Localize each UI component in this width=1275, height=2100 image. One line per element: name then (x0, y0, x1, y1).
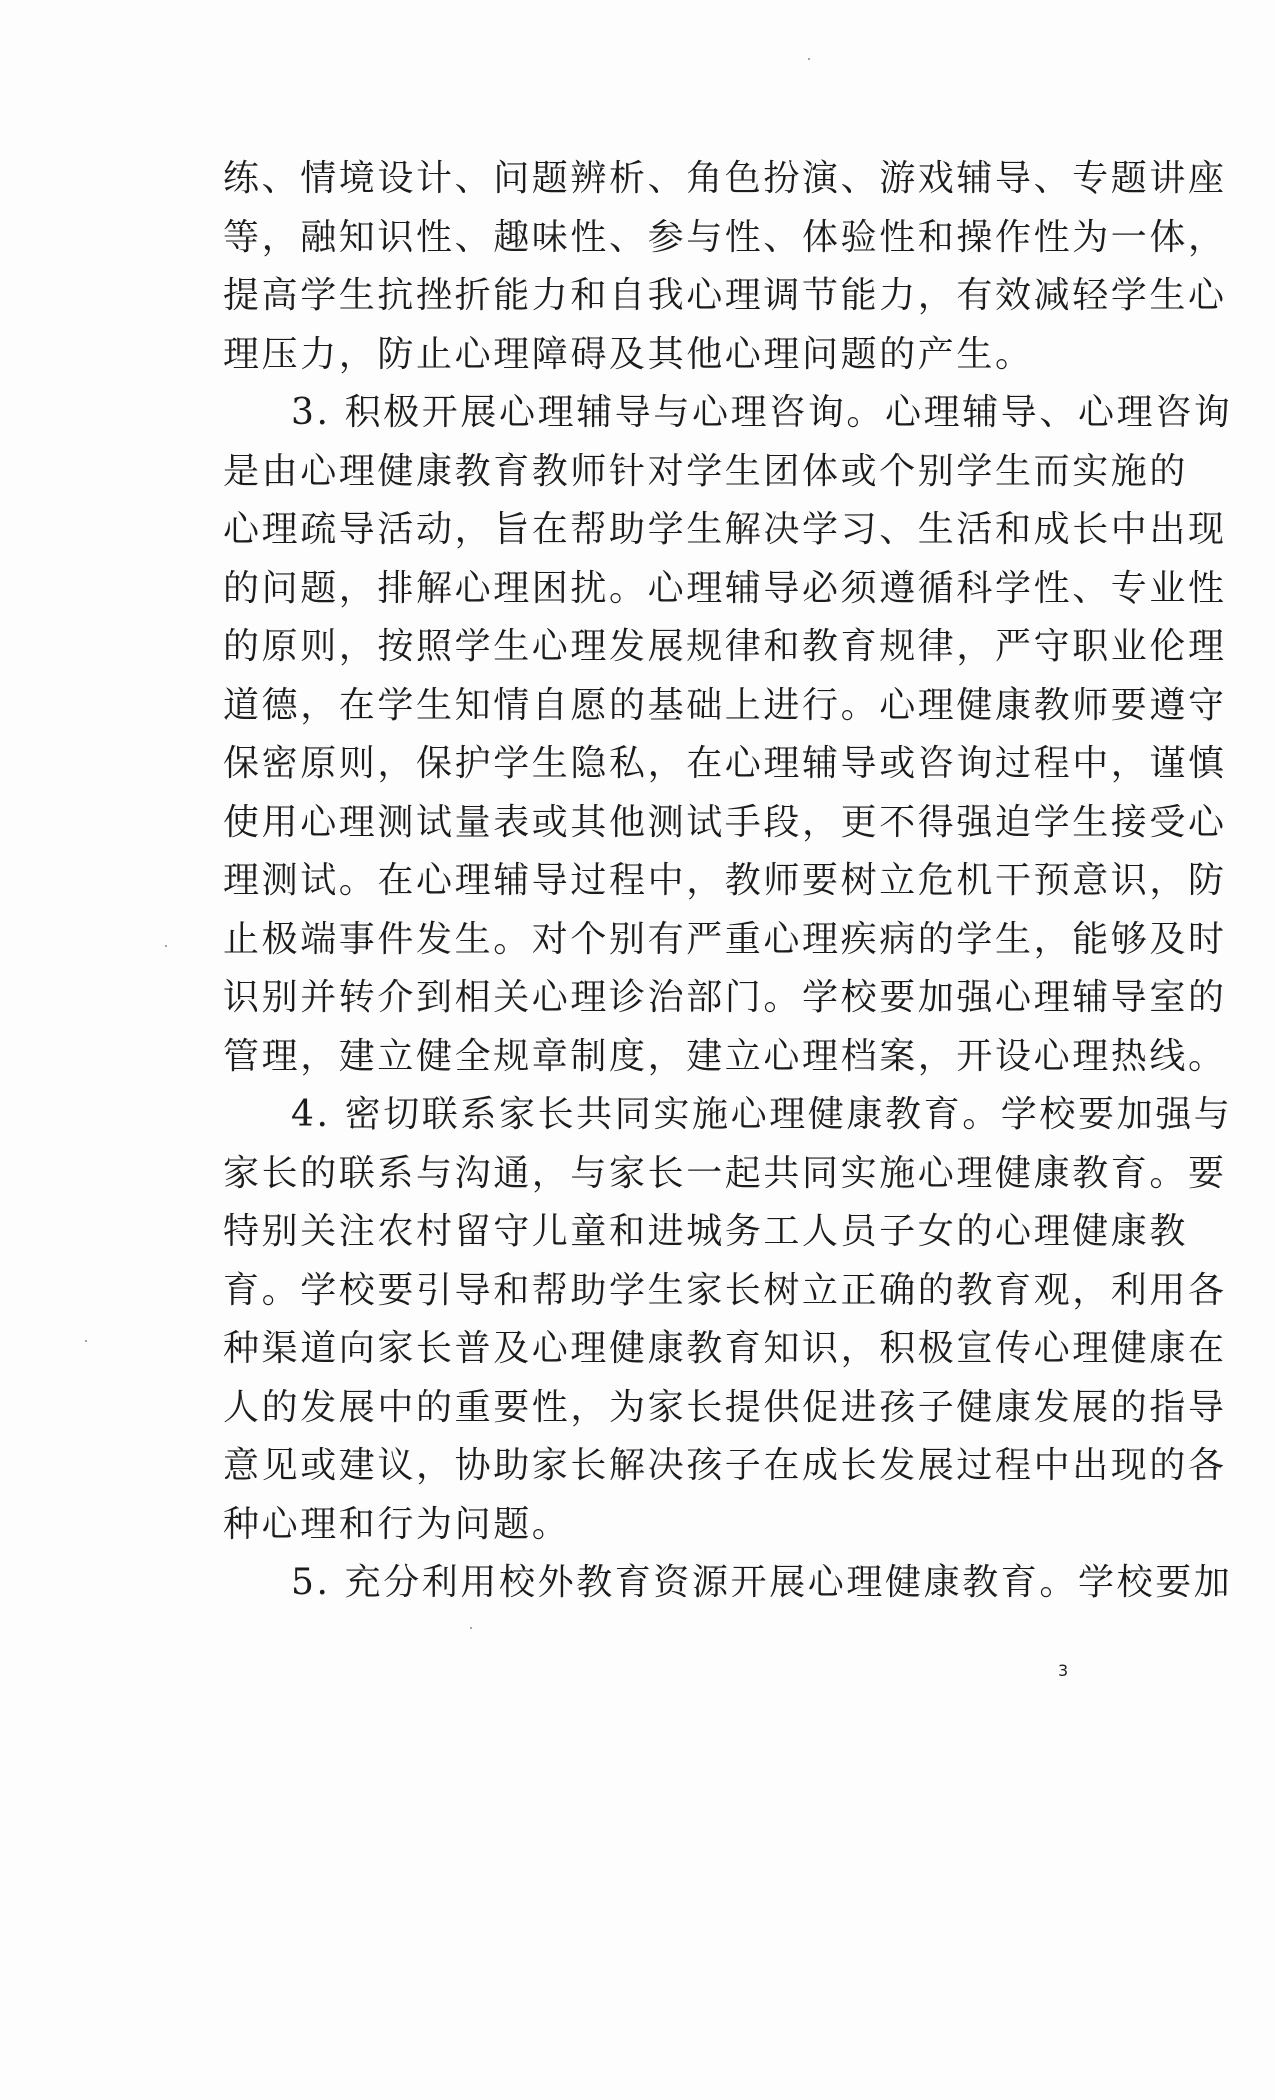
text-line: 的原则，按照学生心理发展规律和教育规律，严守职业伦理 (223, 626, 1227, 667)
text-line: 道德，在学生知情自愿的基础上进行。心理健康教师要遵守 (223, 684, 1227, 726)
scan-speck (85, 1340, 87, 1342)
text-line: 使用心理测试量表或其他测试手段，更不得强迫学生接受心 (223, 801, 1227, 843)
text-line: 5. 充分利用校外教育资源开展心理健康教育。学校要加 (291, 1562, 1233, 1603)
text-line: 理测试。在心理辅导过程中，教师要树立危机干预意识，防 (223, 860, 1227, 901)
text-line: 提高学生抗挫折能力和自我心理调节能力，有效减轻学生心 (223, 275, 1227, 316)
text-line: 种渠道向家长普及心理健康教育知识，积极宣传心理健康在 (223, 1328, 1227, 1369)
text-line: 3. 积极开展心理辅导与心理咨询。心理辅导、心理咨询 (291, 392, 1233, 433)
scan-speck (165, 945, 167, 947)
text-line: 保密原则，保护学生隐私，在心理辅导或咨询过程中，谨慎 (223, 743, 1227, 784)
text-line: 练、情境设计、问题辨析、角色扮演、游戏辅导、专题讲座 (223, 158, 1227, 199)
text-line: 止极端事件发生。对个别有严重心理疾病的学生，能够及时 (223, 918, 1227, 960)
text-line: 等，融知识性、趣味性、参与性、体验性和操作性为一体， (223, 216, 1227, 258)
text-line: 意见或建议，协助家长解决孩子在成长发展过程中出现的各 (223, 1445, 1227, 1486)
text-line: 心理疏导活动，旨在帮助学生解决学习、生活和成长中出现 (223, 509, 1227, 550)
text-line: 4. 密切联系家长共同实施心理健康教育。学校要加强与 (291, 1094, 1233, 1135)
text-line: 管理，建立健全规章制度，建立心理档案，开设心理热线。 (223, 1035, 1227, 1077)
text-line: 识别并转介到相关心理诊治部门。学校要加强心理辅导室的 (223, 977, 1227, 1018)
text-line: 理压力，防止心理障碍及其他心理问题的产生。 (223, 333, 1034, 375)
text-line: 是由心理健康教育教师针对学生团体或个别学生而实施的 (223, 450, 1189, 492)
text-line: 人的发展中的重要性，为家长提供促进孩子健康发展的指导 (223, 1386, 1227, 1428)
scan-speck (808, 58, 810, 60)
text-line: 种心理和行为问题。 (223, 1503, 571, 1545)
body-text (223, 150, 1233, 1613)
text-line: 的问题，排解心理困扰。心理辅导必须遵循科学性、专业性 (223, 567, 1227, 609)
text-line: 家长的联系与沟通，与家长一起共同实施心理健康教育。要 (223, 1152, 1227, 1194)
text-line: 育。学校要引导和帮助学生家长树立正确的教育观，利用各 (223, 1269, 1227, 1311)
scan-speck (470, 1627, 472, 1629)
text-line: 特别关注农村留守儿童和进城务工人员子女的心理健康教 (223, 1211, 1189, 1252)
page-number: 3 (1058, 1661, 1069, 1680)
